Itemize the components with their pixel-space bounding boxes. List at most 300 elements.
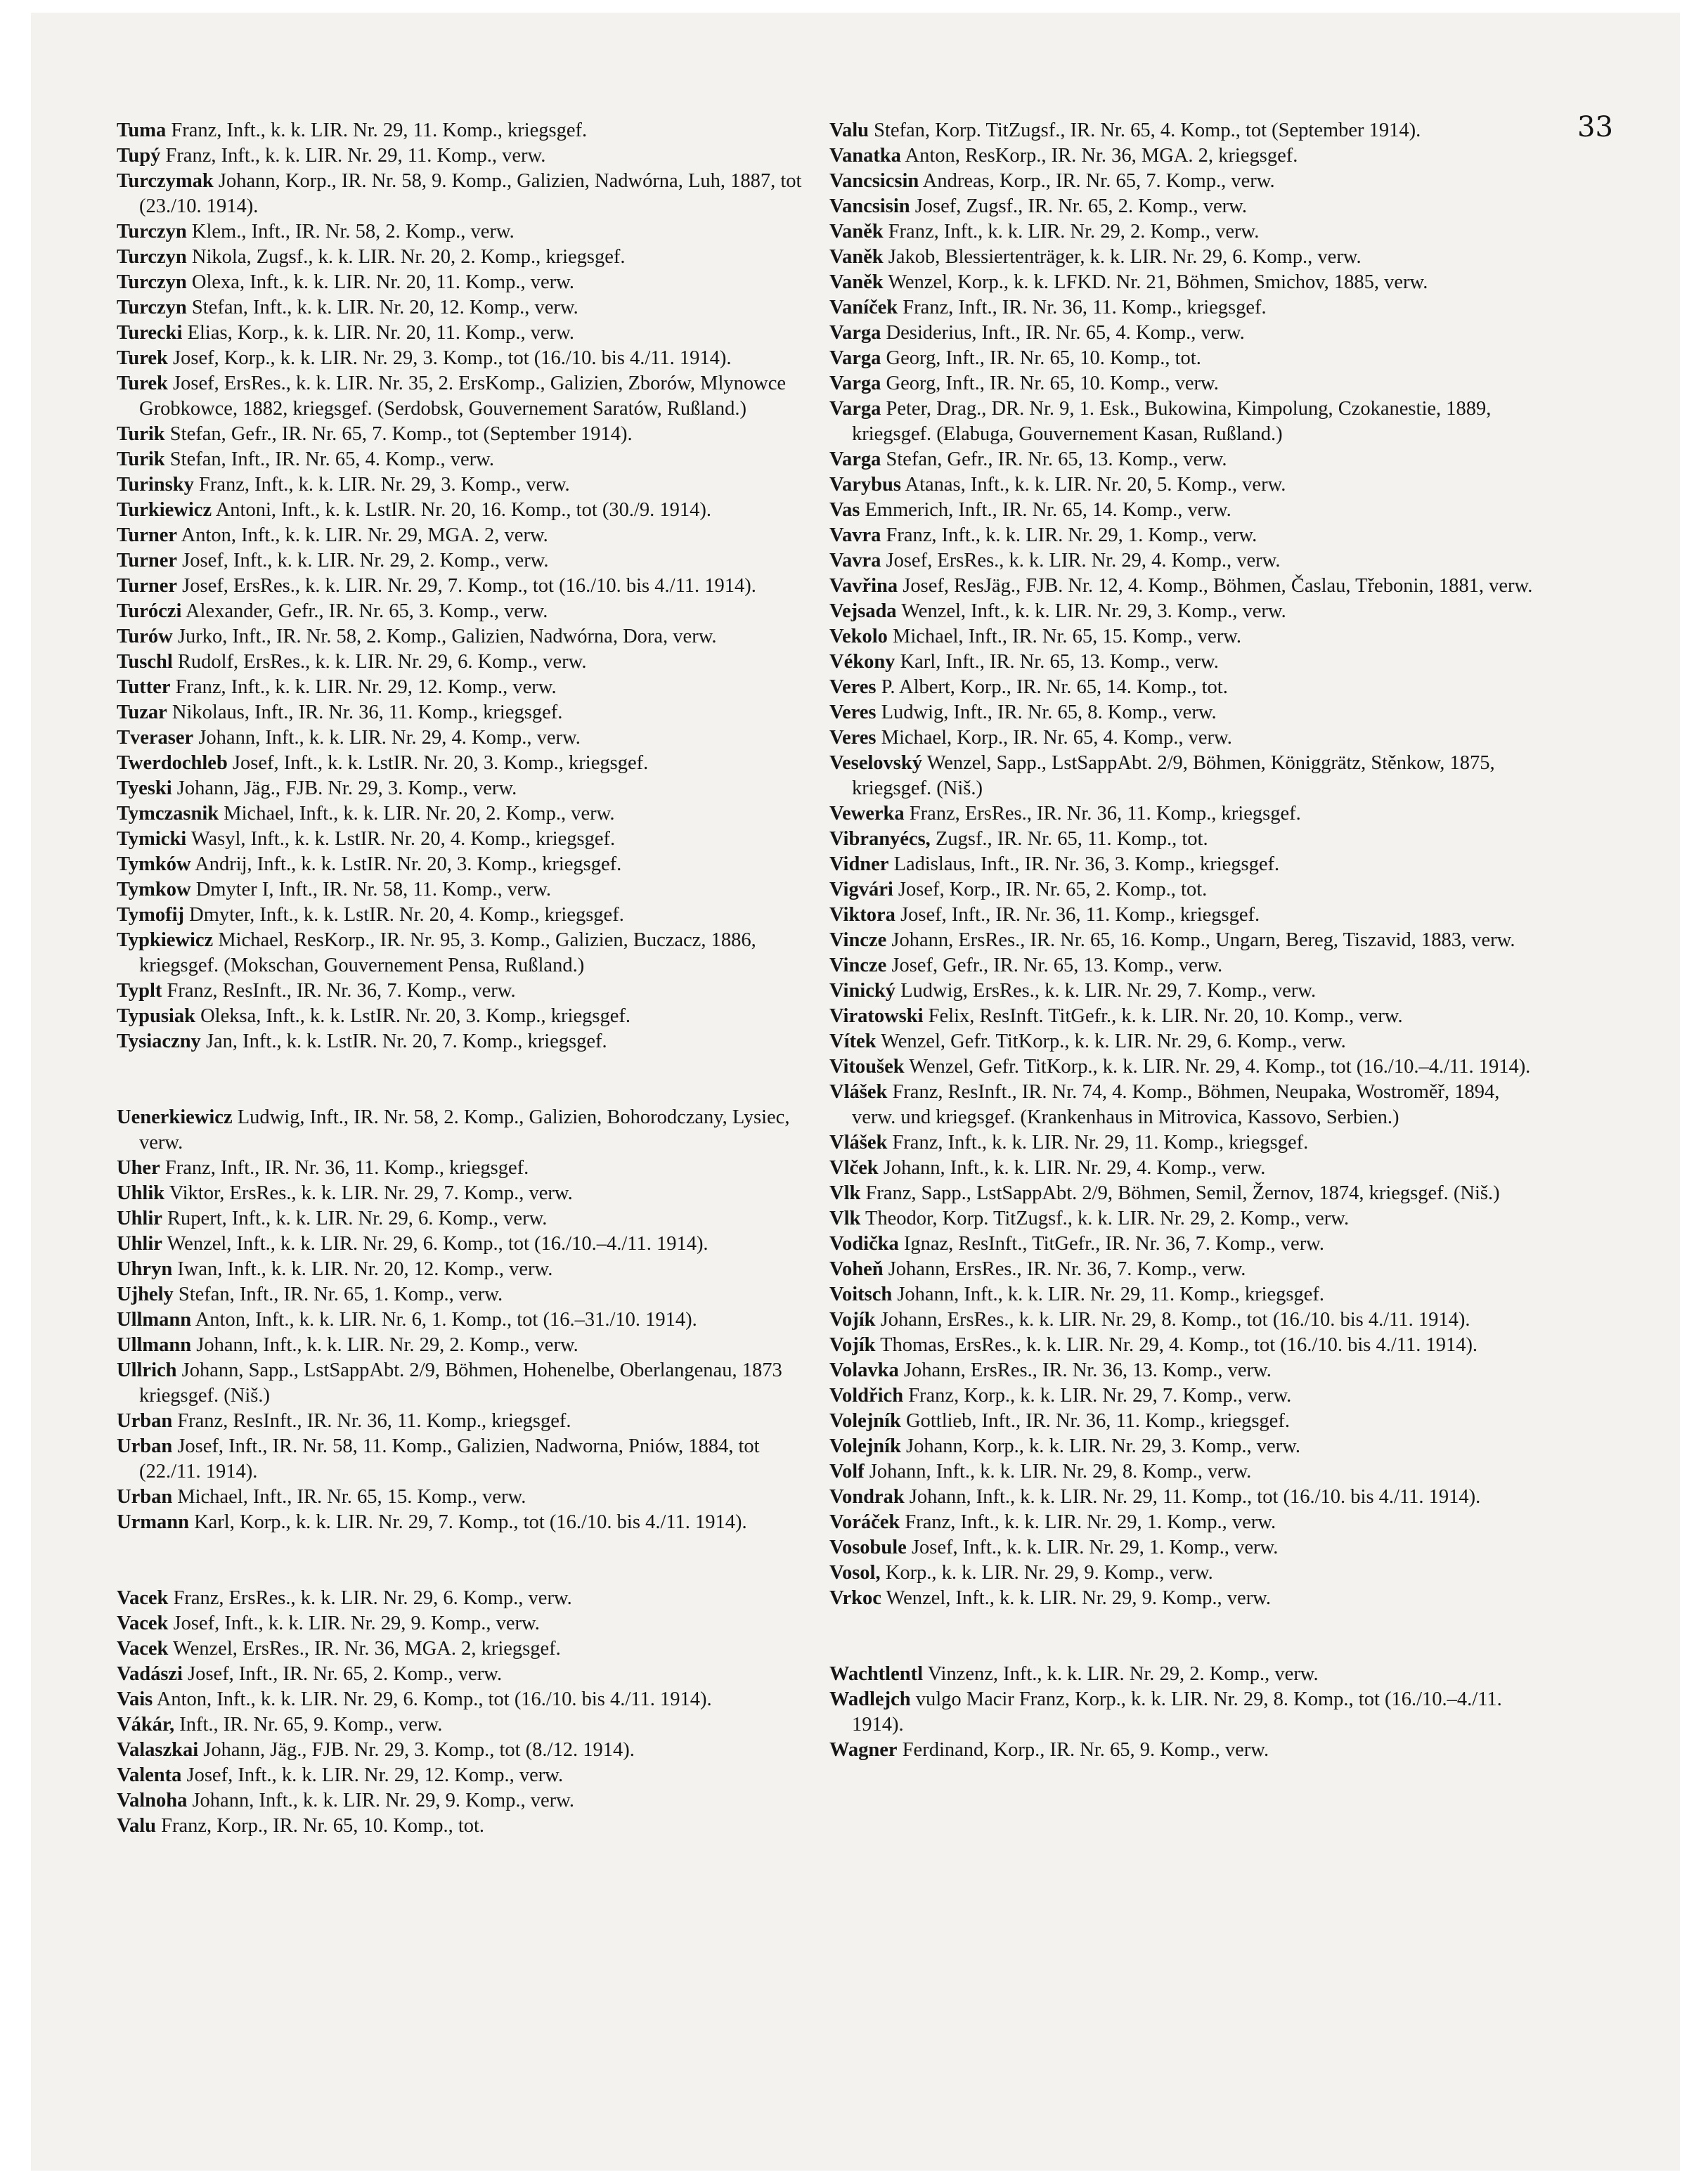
entry-details: Stefan, Inft., IR. Nr. 65, 1. Komp., verw. — [178, 1284, 503, 1305]
entry-details: Wenzel, Gefr. TitKorp., k. k. LIR. Nr. 29, 4. Komp., tot (16./10.–4./11. 1914). — [909, 1056, 1531, 1078]
entry-surname: Vibranyécs, — [829, 828, 931, 850]
entry-details: Wenzel, Korp., k. k. LFKD. Nr. 21, Böhmen, Smichov, 1885, verw. — [888, 271, 1428, 293]
entry-details: Jan, Inft., k. k. LstIR. Nr. 20, 7. Komp., kriegsgef. — [205, 1030, 607, 1052]
entry-surname: Varga — [829, 448, 881, 470]
list-entry — [117, 1636, 820, 1662]
list-entry — [829, 1662, 1539, 1687]
list-entry — [829, 1459, 1539, 1485]
entry-details: Franz, Inft., k. k. LIR. Nr. 29, 3. Komp., verw. — [198, 474, 570, 496]
list-entry — [829, 1383, 1539, 1409]
entry-surname: Voráček — [829, 1511, 900, 1533]
entry-surname: Vlášek — [829, 1081, 888, 1103]
list-entry — [829, 498, 1539, 523]
entry-details: Josef, ErsRes., k. k. LIR. Nr. 29, 7. Komp., tot (16./10. bis 4./11. 1914). — [182, 575, 756, 597]
entry-surname: Tuma — [117, 119, 167, 141]
entry-details: Dmyter I, Inft., IR. Nr. 58, 11. Komp., verw. — [195, 879, 551, 900]
list-entry — [117, 1611, 820, 1636]
entry-details: Josef, ErsRes., k. k. LIR. Nr. 29, 4. Komp., verw. — [886, 550, 1281, 571]
entry-surname: Vlk — [829, 1208, 861, 1229]
list-entry — [117, 1662, 820, 1687]
entry-surname: Vodička — [829, 1233, 899, 1255]
entry-surname: Vítek — [829, 1030, 877, 1052]
list-entry — [829, 751, 1539, 801]
entry-surname: Veselovský — [829, 752, 922, 774]
entry-details: Franz, Inft., k. k. LIR. Nr. 29, 1. Komp., verw. — [886, 524, 1257, 546]
list-entry — [117, 371, 820, 422]
entry-surname: Vigvári — [829, 879, 893, 900]
list-entry — [829, 447, 1539, 472]
entry-details: Josef, ErsRes., k. k. LIR. Nr. 35, 2. ErsKomp., Galizien, Zborów, Mlynowce Grobkowce, 1882, kriegsgef. (Serdobsk, Gouvernement Saratów, Rußland.) — [139, 373, 787, 420]
entry-surname: Varga — [829, 347, 881, 369]
entry-details: Anton, Inft., k. k. LIR. Nr. 29, 6. Komp., tot (16./10. bis 4./11. 1914). — [156, 1688, 712, 1710]
entry-surname: Tymków — [117, 853, 191, 875]
entry-details: Franz, ErsRes., IR. Nr. 36, 11. Komp., kriegsgef. — [909, 803, 1301, 825]
list-entry — [829, 978, 1539, 1004]
group-gap — [117, 1054, 820, 1105]
list-entry — [829, 1080, 1539, 1130]
entry-surname: Uhryn — [117, 1258, 173, 1280]
entry-surname: Vlček — [829, 1157, 879, 1179]
entry-details: Nikolaus, Inft., IR. Nr. 36, 11. Komp., kriegsgef. — [172, 702, 563, 723]
list-entry — [829, 650, 1539, 675]
entry-surname: Tymicki — [117, 828, 187, 850]
entry-surname: Ullmann — [117, 1309, 192, 1331]
entry-details: vulgo Macir Franz, Korp., k. k. LIR. Nr. 29, 8. Komp., tot (16./10.–4./11. 1914). — [852, 1688, 1502, 1736]
list-entry — [117, 1687, 820, 1712]
list-entry — [829, 1232, 1539, 1257]
list-entry — [829, 1130, 1539, 1156]
list-entry — [117, 118, 820, 143]
list-entry — [117, 978, 820, 1004]
entry-surname: Vidner — [829, 853, 889, 875]
list-entry — [117, 1181, 820, 1206]
entry-details: Thomas, ErsRes., k. k. LIR. Nr. 29, 4. Komp., tot (16./10. bis 4./11. 1914). — [880, 1334, 1478, 1356]
list-entry — [829, 143, 1539, 169]
list-entry — [117, 1358, 820, 1409]
list-entry — [829, 1535, 1539, 1561]
entry-surname: Turinsky — [117, 474, 194, 496]
entry-surname: Volf — [829, 1461, 865, 1482]
entry-details: Josef, Zugsf., IR. Nr. 65, 2. Komp., verw. — [914, 195, 1248, 217]
list-entry — [829, 827, 1539, 852]
entry-details: Josef, Inft., k. k. LIR. Nr. 29, 2. Komp., verw. — [182, 550, 549, 571]
entry-surname: Vincze — [829, 955, 887, 976]
list-entry — [117, 169, 820, 219]
entry-surname: Turkiewicz — [117, 499, 212, 521]
list-entry — [829, 574, 1539, 599]
entry-details: Nikola, Zugsf., k. k. LIR. Nr. 20, 2. Komp., kriegsgef. — [191, 246, 626, 268]
list-entry — [117, 700, 820, 725]
entry-details: Franz, Inft., k. k. LIR. Nr. 29, 12. Komp., verw. — [175, 676, 557, 698]
entry-surname: Vais — [117, 1688, 153, 1710]
entry-surname: Turek — [117, 347, 168, 369]
entry-details: Franz, Inft., k. k. LIR. Nr. 29, 11. Komp., verw. — [165, 145, 546, 167]
entry-details: Theodor, Korp. TitZugsf., k. k. LIR. Nr. 29, 2. Komp., verw. — [865, 1208, 1350, 1229]
entry-surname: Vincze — [829, 929, 887, 951]
entry-details: Dmyter, Inft., k. k. LstIR. Nr. 20, 4. Komp., kriegsgef. — [189, 904, 624, 926]
list-entry — [117, 219, 820, 245]
entry-details: Franz, Korp., IR. Nr. 65, 10. Komp., tot. — [161, 1815, 485, 1837]
entry-surname: Voitsch — [829, 1284, 893, 1305]
page-number: 33 — [1577, 111, 1613, 143]
list-entry — [117, 1333, 820, 1358]
entry-surname: Wagner — [829, 1739, 898, 1761]
entry-surname: Turczyn — [117, 246, 187, 268]
entry-details: Franz, Inft., k. k. LIR. Nr. 29, 11. Komp., kriegsgef. — [171, 119, 588, 141]
entry-surname: Uenerkiewicz — [117, 1106, 233, 1128]
entry-surname: Vavřina — [829, 575, 898, 597]
entry-details: Georg, Inft., IR. Nr. 65, 10. Komp., tot. — [886, 347, 1201, 369]
list-entry — [117, 270, 820, 295]
entry-surname: Wachtlentl — [829, 1663, 923, 1685]
entry-details: Franz, Inft., k. k. LIR. Nr. 29, 2. Komp., verw. — [888, 221, 1260, 243]
entry-details: Rudolf, ErsRes., k. k. LIR. Nr. 29, 6. Komp., verw. — [177, 651, 587, 673]
entry-details: Franz, ResInft., IR. Nr. 36, 11. Komp., kriegsgef. — [177, 1410, 571, 1432]
list-entry — [117, 903, 820, 928]
entry-surname: Varga — [829, 322, 881, 344]
list-entry — [117, 245, 820, 270]
entry-surname: Tymkow — [117, 879, 191, 900]
entry-surname: Turczymak — [117, 170, 214, 192]
entry-details: Wenzel, Inft., k. k. LIR. Nr. 29, 3. Komp., verw. — [901, 600, 1286, 622]
entry-details: Josef, Inft., k. k. LIR. Nr. 29, 9. Komp., verw. — [173, 1613, 540, 1634]
list-entry — [117, 877, 820, 903]
list-entry — [117, 1409, 820, 1434]
entry-details: Ladislaus, Inft., IR. Nr. 36, 3. Komp., kriegsgef. — [893, 853, 1280, 875]
entry-details: Johann, Inft., k. k. LIR. Nr. 29, 2. Komp., verw. — [196, 1334, 578, 1356]
entry-surname: Tveraser — [117, 727, 194, 749]
entry-details: Franz, ResInft., IR. Nr. 36, 7. Komp., verw. — [167, 980, 516, 1002]
list-entry — [829, 346, 1539, 371]
entry-surname: Vacek — [117, 1638, 169, 1660]
right-column — [829, 118, 1539, 1763]
entry-surname: Valu — [829, 119, 869, 141]
list-entry — [117, 1814, 820, 1839]
entry-details: Josef, Korp., k. k. LIR. Nr. 29, 3. Komp., tot (16./10. bis 4./11. 1914). — [173, 347, 732, 369]
list-entry — [117, 624, 820, 650]
entry-details: Korp., k. k. LIR. Nr. 29, 9. Komp., verw. — [885, 1562, 1213, 1584]
entry-surname: Vekolo — [829, 626, 888, 647]
entry-surname: Turczyn — [117, 297, 187, 318]
list-entry — [829, 725, 1539, 751]
entry-details: Wasyl, Inft., k. k. LstIR. Nr. 20, 4. Komp., kriegsgef. — [190, 828, 616, 850]
entry-surname: Urban — [117, 1435, 173, 1457]
entry-surname: Turów — [117, 626, 173, 647]
entry-details: Zugsf., IR. Nr. 65, 11. Komp., tot. — [935, 828, 1208, 850]
entry-surname: Varga — [829, 398, 881, 420]
entry-details: Johann, Inft., k. k. LIR. Nr. 29, 9. Komp., verw. — [192, 1790, 575, 1811]
entry-surname: Veres — [829, 702, 877, 723]
list-entry — [117, 321, 820, 346]
entry-details: Anton, Inft., k. k. LIR. Nr. 6, 1. Komp., tot (16.–31./10. 1914). — [195, 1309, 697, 1331]
list-entry — [117, 1763, 820, 1788]
entry-surname: Vewerka — [829, 803, 905, 825]
list-entry — [829, 1510, 1539, 1535]
entry-surname: Vancsisin — [829, 195, 910, 217]
list-entry — [829, 599, 1539, 624]
entry-details: Rupert, Inft., k. k. LIR. Nr. 29, 6. Komp., verw. — [167, 1208, 548, 1229]
entry-surname: Uhlik — [117, 1182, 165, 1204]
entry-details: Elias, Korp., k. k. LIR. Nr. 20, 11. Komp., verw. — [187, 322, 574, 344]
list-entry — [829, 219, 1539, 245]
list-entry — [829, 1586, 1539, 1611]
entry-details: Michael, Korp., IR. Nr. 65, 4. Komp., verw. — [881, 727, 1232, 749]
entry-surname: Vlk — [829, 1182, 861, 1204]
entry-details: Johann, Jäg., FJB. Nr. 29, 3. Komp., verw. — [176, 777, 517, 799]
list-entry — [117, 801, 820, 827]
list-entry — [829, 1206, 1539, 1232]
entry-details: Jurko, Inft., IR. Nr. 58, 2. Komp., Galizien, Nadwórna, Dora, verw. — [177, 626, 717, 647]
list-entry — [829, 1561, 1539, 1586]
list-entry — [829, 852, 1539, 877]
list-entry — [829, 1687, 1539, 1738]
list-entry — [829, 1257, 1539, 1282]
entry-surname: Tyeski — [117, 777, 172, 799]
entry-details: Wenzel, Inft., k. k. LIR. Nr. 29, 6. Komp., tot (16./10.–4./11. 1914). — [167, 1233, 709, 1255]
entry-details: Peter, Drag., DR. Nr. 9, 1. Esk., Bukowina, Kimpolung, Czokanestie, 1889, kriegsgef. (Elabuga, Gouvernement Kasan, Rußland.) — [852, 398, 1492, 445]
entry-details: Vinzenz, Inft., k. k. LIR. Nr. 29, 2. Komp., verw. — [927, 1663, 1319, 1685]
list-entry — [829, 1029, 1539, 1054]
entry-details: Anton, Inft., k. k. LIR. Nr. 29, MGA. 2, verw. — [181, 524, 548, 546]
entry-details: Wenzel, Sapp., LstSappAbt. 2/9, Böhmen, Königgrätz, Stěnkow, 1875, kriegsgef. (Niš.) — [852, 752, 1495, 799]
entry-surname: Vavra — [829, 550, 881, 571]
entry-details: Franz, Inft., IR. Nr. 36, 11. Komp., kriegsgef. — [903, 297, 1267, 318]
entry-surname: Vrkoc — [829, 1587, 881, 1609]
entry-details: Georg, Inft., IR. Nr. 65, 10. Komp., verw. — [886, 373, 1219, 394]
entry-surname: Valnoha — [117, 1790, 188, 1811]
list-entry — [117, 1586, 820, 1611]
list-entry — [829, 321, 1539, 346]
entry-surname: Typkiewicz — [117, 929, 214, 951]
entry-surname: Vaněk — [829, 221, 884, 243]
entry-details: Johann, Jäg., FJB. Nr. 29, 3. Komp., tot (8./12. 1914). — [203, 1739, 635, 1761]
entry-surname: Veres — [829, 727, 877, 749]
entry-details: Johann, Inft., k. k. LIR. Nr. 29, 11. Komp., kriegsgef. — [897, 1284, 1325, 1305]
list-entry — [117, 548, 820, 574]
entry-details: Emmerich, Inft., IR. Nr. 65, 14. Komp., verw. — [865, 499, 1231, 521]
list-entry — [117, 827, 820, 852]
entry-details: Johann, ErsRes., k. k. LIR. Nr. 29, 8. Komp., tot (16./10. bis 4./11. 1914). — [880, 1309, 1470, 1331]
list-entry — [117, 574, 820, 599]
entry-surname: Vanatka — [829, 145, 901, 167]
entry-details: Ludwig, Inft., IR. Nr. 65, 8. Komp., verw. — [881, 702, 1217, 723]
entry-details: Johann, ErsRes., IR. Nr. 36, 7. Komp., verw. — [888, 1258, 1246, 1280]
list-entry — [117, 1485, 820, 1510]
entry-details: Franz, Inft., IR. Nr. 36, 11. Komp., kriegsgef. — [164, 1157, 529, 1179]
list-entry — [117, 143, 820, 169]
list-entry — [117, 1510, 820, 1535]
list-entry — [829, 523, 1539, 548]
entry-surname: Valaszkai — [117, 1739, 199, 1761]
entry-details: Ignaz, ResInft., TitGefr., IR. Nr. 36, 7. Komp., verw. — [903, 1233, 1325, 1255]
entry-details: Karl, Korp., k. k. LIR. Nr. 29, 7. Komp., tot (16./10. bis 4./11. 1914). — [194, 1511, 747, 1533]
entry-details: Josef, ResJäg., FJB. Nr. 12, 4. Komp., Böhmen, Časlau, Třebonin, 1881, verw. — [903, 575, 1533, 597]
entry-surname: Turecki — [117, 322, 183, 344]
entry-details: Franz, Sapp., LstSappAbt. 2/9, Böhmen, Semil, Žernov, 1874, kriegsgef. (Niš.) — [865, 1182, 1500, 1204]
entry-surname: Turner — [117, 550, 178, 571]
entry-surname: Turek — [117, 373, 168, 394]
entry-details: Stefan, Gefr., IR. Nr. 65, 13. Komp., verw. — [886, 448, 1227, 470]
list-entry — [829, 548, 1539, 574]
list-entry — [829, 1485, 1539, 1510]
list-entry — [117, 422, 820, 447]
entry-details: Johann, Korp., k. k. LIR. Nr. 29, 3. Komp., verw. — [906, 1435, 1300, 1457]
list-entry — [117, 1738, 820, 1763]
entry-details: Olexa, Inft., k. k. LIR. Nr. 20, 11. Komp., verw. — [191, 271, 574, 293]
entry-surname: Typlt — [117, 980, 162, 1002]
entry-surname: Volavka — [829, 1359, 899, 1381]
group-gap — [829, 1611, 1539, 1662]
entry-surname: Turner — [117, 524, 178, 546]
entry-details: Alexander, Gefr., IR. Nr. 65, 3. Komp., verw. — [185, 600, 548, 622]
entry-surname: Twerdochleb — [117, 752, 228, 774]
entry-details: Josef, Gefr., IR. Nr. 65, 13. Komp., verw. — [891, 955, 1223, 976]
entry-surname: Uhlir — [117, 1208, 162, 1229]
list-entry — [117, 498, 820, 523]
list-entry — [829, 1434, 1539, 1459]
entry-surname: Vas — [829, 499, 860, 521]
list-entry — [829, 194, 1539, 219]
entry-surname: Vejsada — [829, 600, 897, 622]
entry-surname: Vondrak — [829, 1486, 905, 1508]
list-entry — [117, 472, 820, 498]
entry-surname: Urmann — [117, 1511, 189, 1533]
list-entry — [829, 1156, 1539, 1181]
entry-surname: Tutter — [117, 676, 171, 698]
entry-surname: Typusiak — [117, 1005, 195, 1027]
list-entry — [829, 1181, 1539, 1206]
entry-details: Josef, Inft., IR. Nr. 58, 11. Komp., Galizien, Nadworna, Pniów, 1884, tot (22./11. 1914). — [139, 1435, 760, 1482]
entry-surname: Vosol, — [829, 1562, 881, 1584]
list-entry — [117, 599, 820, 624]
entry-details: Josef, Inft., k. k. LstIR. Nr. 20, 3. Komp., kriegsgef. — [232, 752, 649, 774]
entry-details: Stefan, Korp. TitZugsf., IR. Nr. 65, 4. Komp., tot (September 1914). — [874, 119, 1421, 141]
list-entry — [117, 523, 820, 548]
entry-details: P. Albert, Korp., IR. Nr. 65, 14. Komp., tot. — [881, 676, 1228, 698]
entry-surname: Veres — [829, 676, 877, 698]
entry-surname: Tuschl — [117, 651, 173, 673]
entry-surname: Vadászi — [117, 1663, 183, 1685]
list-entry — [117, 675, 820, 700]
list-entry — [829, 1738, 1539, 1763]
entry-details: Johann, Inft., k. k. LIR. Nr. 29, 4. Komp., verw. — [198, 727, 581, 749]
list-entry — [829, 801, 1539, 827]
entry-details: Franz, ErsRes., k. k. LIR. Nr. 29, 6. Komp., verw. — [173, 1587, 572, 1609]
entry-details: Josef, Inft., IR. Nr. 36, 11. Komp., kriegsgef. — [900, 904, 1260, 926]
list-entry — [829, 675, 1539, 700]
document-page — [31, 13, 1680, 2171]
list-entry — [117, 650, 820, 675]
entry-details: Ferdinand, Korp., IR. Nr. 65, 9. Komp., verw. — [902, 1739, 1269, 1761]
entry-details: Josef, Korp., IR. Nr. 65, 2. Komp., tot. — [898, 879, 1208, 900]
entry-details: Josef, Inft., k. k. LIR. Nr. 29, 1. Komp., verw. — [911, 1537, 1279, 1558]
entry-details: Johann, Inft., k. k. LIR. Nr. 29, 8. Komp., verw. — [869, 1461, 1252, 1482]
entry-details: Johann, Inft., k. k. LIR. Nr. 29, 4. Komp., verw. — [883, 1157, 1266, 1179]
entry-surname: Tuzar — [117, 702, 167, 723]
entry-details: Franz, ResInft., IR. Nr. 74, 4. Komp., Böhmen, Neupaka, Wostroměř, 1894, verw. und kriegsgef. (Krankenhaus in Mitrovica, Kassovo, Serbien.) — [852, 1081, 1500, 1128]
entry-surname: Volejník — [829, 1435, 901, 1457]
list-entry — [117, 447, 820, 472]
list-entry — [829, 1307, 1539, 1333]
entry-surname: Turik — [117, 448, 165, 470]
list-entry — [117, 295, 820, 321]
entry-surname: Urban — [117, 1410, 173, 1432]
entry-details: Antoni, Inft., k. k. LstIR. Nr. 20, 16. Komp., tot (30./9. 1914). — [215, 499, 712, 521]
list-entry — [829, 1054, 1539, 1080]
list-entry — [117, 1206, 820, 1232]
entry-surname: Turik — [117, 423, 165, 445]
entry-surname: Uhlir — [117, 1233, 162, 1255]
list-entry — [829, 700, 1539, 725]
entry-surname: Tysiaczny — [117, 1030, 201, 1052]
entry-surname: Urban — [117, 1486, 173, 1508]
list-entry — [117, 1788, 820, 1814]
entry-surname: Valenta — [117, 1764, 182, 1786]
entry-surname: Vitoušek — [829, 1056, 905, 1078]
entry-details: Josef, Inft., IR. Nr. 65, 2. Komp., verw. — [188, 1663, 503, 1685]
list-entry — [117, 346, 820, 371]
list-entry — [829, 928, 1539, 953]
entry-surname: Turczyn — [117, 221, 187, 243]
list-entry — [829, 396, 1539, 447]
list-entry — [829, 118, 1539, 143]
list-entry — [829, 1358, 1539, 1383]
list-entry — [117, 1257, 820, 1282]
entry-details: Johann, Sapp., LstSappAbt. 2/9, Böhmen, Hohenelbe, Oberlangenau, 1873 kriegsgef. (Niš.) — [139, 1359, 782, 1407]
entry-details: Karl, Inft., IR. Nr. 65, 13. Komp., verw. — [900, 651, 1219, 673]
entry-details: Felix, ResInft. TitGefr., k. k. LIR. Nr. 20, 10. Komp., verw. — [928, 1005, 1403, 1027]
entry-surname: Tupý — [117, 145, 161, 167]
entry-surname: Vacek — [117, 1613, 169, 1634]
entry-surname: Vékony — [829, 651, 896, 673]
list-entry — [117, 1029, 820, 1054]
list-entry — [117, 928, 820, 978]
entry-surname: Wadlejch — [829, 1688, 911, 1710]
list-entry — [117, 1712, 820, 1738]
entry-details: Desiderius, Inft., IR. Nr. 65, 4. Komp., verw. — [886, 322, 1245, 344]
entry-details: Michael, Inft., k. k. LIR. Nr. 20, 2. Komp., verw. — [224, 803, 615, 825]
entry-surname: Vaněk — [829, 271, 884, 293]
entry-surname: Varga — [829, 373, 881, 394]
entry-surname: Vojík — [829, 1309, 876, 1331]
list-entry — [829, 270, 1539, 295]
entry-surname: Vosobule — [829, 1537, 907, 1558]
entry-details: Andreas, Korp., IR. Nr. 65, 7. Komp., verw. — [922, 170, 1275, 192]
list-entry — [117, 725, 820, 751]
entry-details: Johann, ErsRes., IR. Nr. 36, 13. Komp., verw. — [903, 1359, 1272, 1381]
entry-details: Johann, Inft., k. k. LIR. Nr. 29, 11. Komp., tot (16./10. bis 4./11. 1914). — [909, 1486, 1481, 1508]
entry-surname: Uher — [117, 1157, 160, 1179]
list-entry — [117, 1232, 820, 1257]
list-entry — [829, 472, 1539, 498]
entry-details: Wenzel, Gefr. TitKorp., k. k. LIR. Nr. 29, 6. Komp., verw. — [881, 1030, 1346, 1052]
entry-details: Stefan, Inft., k. k. LIR. Nr. 20, 12. Komp., verw. — [191, 297, 578, 318]
entry-details: Andrij, Inft., k. k. LstIR. Nr. 20, 3. Komp., kriegsgef. — [195, 853, 622, 875]
entry-details: Franz, Korp., k. k. LIR. Nr. 29, 7. Komp., verw. — [908, 1385, 1292, 1407]
entry-surname: Ujhely — [117, 1284, 174, 1305]
entry-surname: Vlášek — [829, 1132, 888, 1154]
entry-surname: Viratowski — [829, 1005, 924, 1027]
entry-surname: Tymczasnik — [117, 803, 219, 825]
entry-surname: Varybus — [829, 474, 901, 496]
entry-details: Wenzel, Inft., k. k. LIR. Nr. 29, 9. Komp., verw. — [886, 1587, 1272, 1609]
list-entry — [829, 371, 1539, 396]
entry-details: Michael, Inft., IR. Nr. 65, 15. Komp., verw. — [893, 626, 1242, 647]
group-gap — [117, 1535, 820, 1586]
entry-surname: Viktora — [829, 904, 896, 926]
entry-surname: Turner — [117, 575, 178, 597]
left-column — [117, 118, 820, 1839]
